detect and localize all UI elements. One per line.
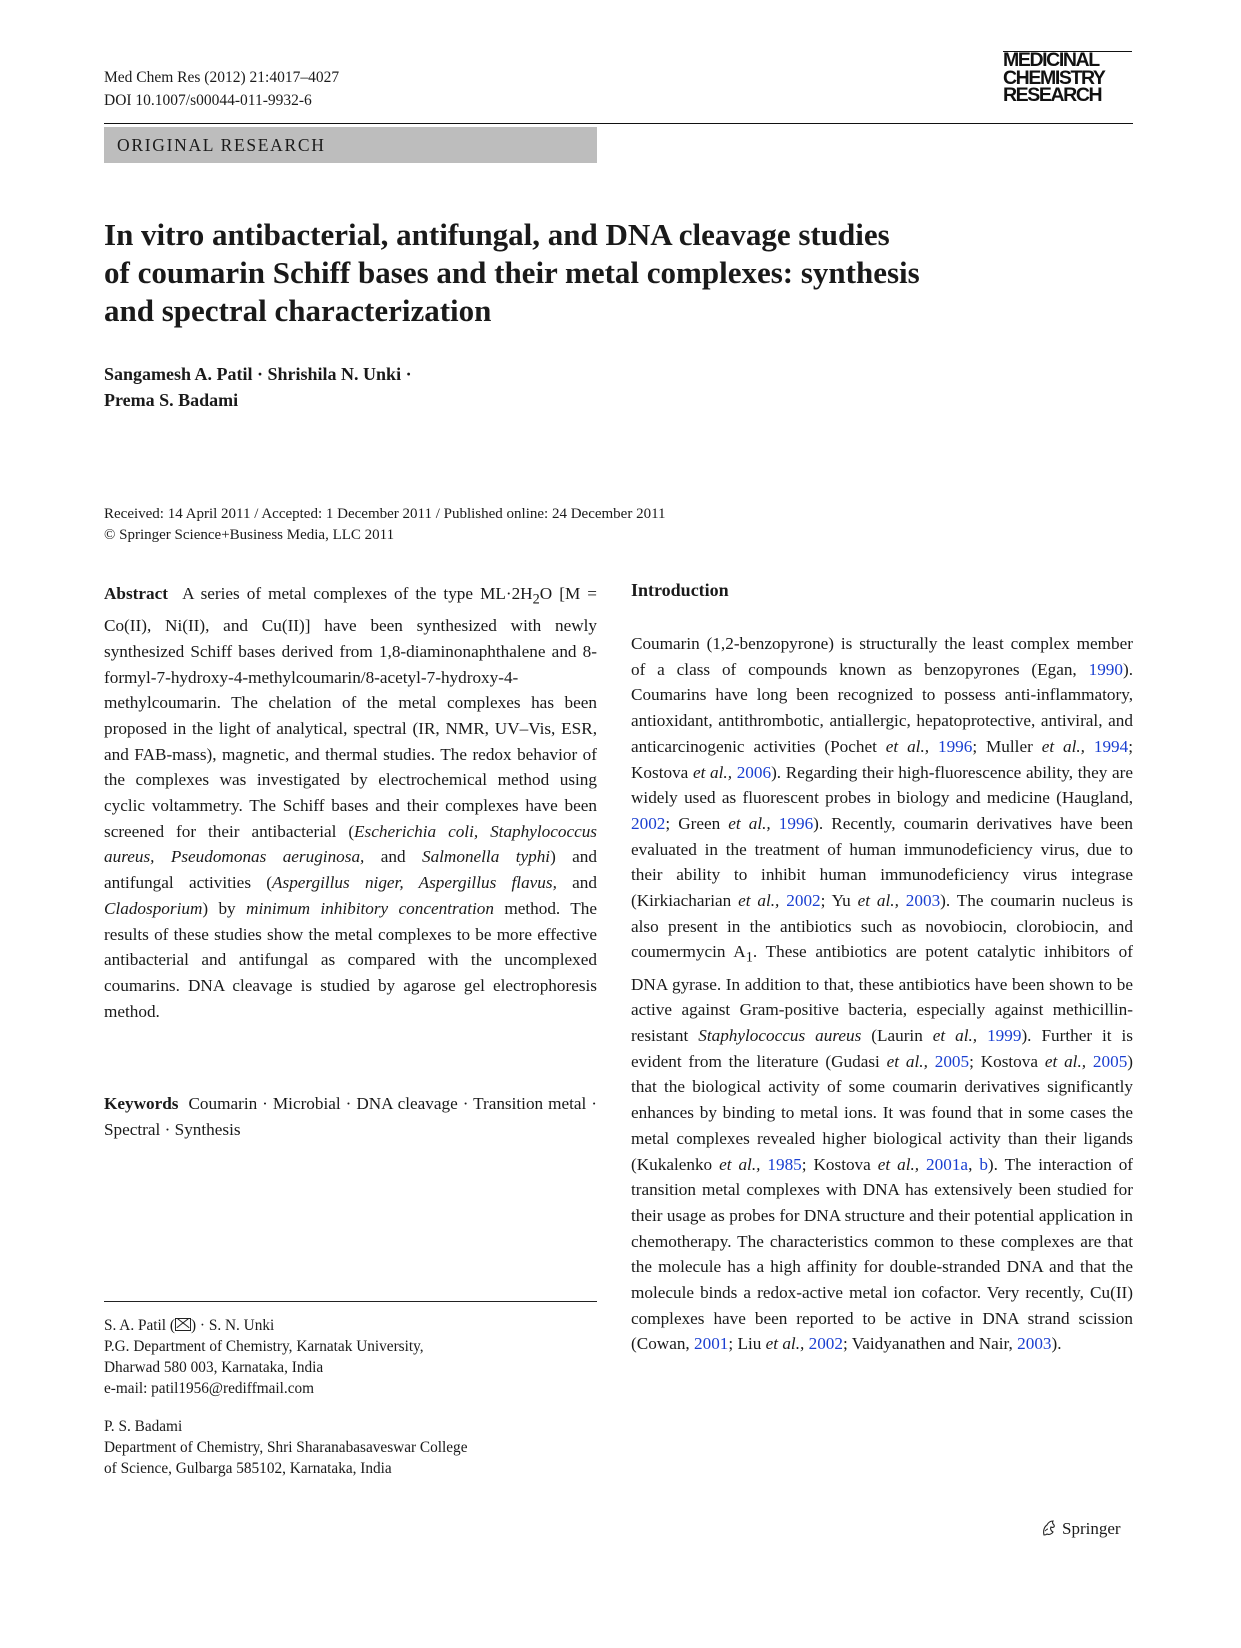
logo-line-1: MEDICINAL [1003,49,1099,71]
citation-link[interactable]: 2003 [905,891,941,911]
keywords-list: Coumarin · Microbial · DNA cleavage · Transition metal · Spectral · Synthesis [104,1094,598,1139]
article-title [104,216,1004,330]
introduction-heading: Introduction [631,580,729,600]
title-line-1: In vitro antibacterial, antifungal, and DNA cleavage studies [104,217,890,252]
citation-link[interactable]: 2006 [736,762,772,782]
title-line-2: of coumarin Schiff bases and their metal complexes: synthesis [104,255,920,290]
journal-reference [104,66,339,112]
keywords [104,1091,597,1142]
introduction-body: Coumarin (1,2-benzopyrone) is structurally the least complex member of a class of compounds known as benzopyrones (Egan, 1990). Coumarins have long been recognized to possess anti-inflammatory, antioxidant, antithrombotic, antiallergic, hepatoprotective, antiviral, and anticarcinogenic activities (Pochet et al., 1996; Muller et al., 1994; Kostova et al., 2006). Regarding their high-fluorescence ability, they are widely used as fluorescent probes in biology and medicine (Haugland, 2002; Green et al., 1996). Recently, coumarin derivatives have been evaluated in the treatment of human immunodeficiency virus, due to their ability to inhibit human immunodeficiency virus integrase (Kirkiacharian et al., 2002; Yu et al., 2003). The coumarin nucleus is also present in the antibiotics such as novobiocin, clorobiocin, and coumermycin $A_1$. These antibiotics are potent catalytic inhibitors of DNA gyrase. In addition to that, these antibiotics have been shown to be active against Gram-positive bacteria, especially against methicillin-resistant Staphylococcus aureus (Laurin et al., 1999). Further it is evident from the literature (Gudasi et al., 2005; Kostova et al., 2005) that the biological activity of some coumarin derivatives significantly enhances by binding to metal ions. It was found that in some cases the metal complexes revealed higher biological activity than their ligands (Kukalenko et al., 1985; Kostova et al., 2001a, b). The interaction of transition metal complexes with DNA has extensively been studied for their usage as probes for DNA structure and their potential application in chemotherapy. The characteristics common to these complexes are that the molecule has a high affinity for double-stranded DNA and that the molecule binds a redox-active metal ion cofactor. Very recently, Cu(II) complexes have been reported to be active in DNA strand scission (Cowan, 2001; Liu et al., 2002; Vaidyanathen and Nair, 2003). [631,634,1134,1354]
citation-link[interactable]: 2003 [1017,1334,1052,1354]
title-line-3: and spectral characterization [104,293,492,328]
doi: DOI 10.1007/s00044-011-9932-6 [104,92,312,109]
affiliation-1: S. A. Patil ( ) · S. N. Unki P.G. Department of Chemistry, Karnatak University, Dharwad 580 003, Karnataka, India e-mail: patil1956@rediffmail.com [104,1315,597,1399]
citation-link[interactable]: b [979,1154,988,1174]
springer-horse-icon [1040,1519,1058,1537]
citation-link[interactable]: 1990 [1088,659,1123,679]
history-dates: Received: 14 April 2011 / Accepted: 1 December 2011 / Published online: 24 December 2011 [104,506,666,522]
journal-citation: Med Chem Res (2012) 21:4017–4027 [104,69,340,86]
logo-line-3: RESEARCH [1003,84,1102,106]
envelope-icon [175,1318,191,1331]
section-label: ORIGINAL RESEARCH [104,127,597,163]
header-rule [104,123,1133,124]
citation-link[interactable]: 1996 [937,736,973,756]
citation-link[interactable]: 1994 [1093,736,1129,756]
authors-line-2: Prema S. Badami [104,389,239,410]
citation-link[interactable]: 2002 [631,813,666,833]
journal-logo [1003,49,1132,106]
logo-line-2: CHEMISTRY [1003,66,1105,89]
authors-line-1: Sangamesh A. Patil · Shrishila N. Unki · [104,364,412,384]
copyright: © Springer Science+Business Media, LLC 2011 [104,527,395,543]
publisher-name: Springer [1062,1519,1121,1538]
footnote-rule [104,1301,597,1302]
keywords-label: Keywords [104,1094,179,1113]
citation-link[interactable]: 1996 [778,813,814,833]
publisher-mark [1040,1518,1121,1540]
affiliation-2: P. S. Badami Department of Chemistry, Shri Sharanabasaveswar College of Science, Gulbarga 585102, Karnataka, India [104,1418,468,1477]
citation-link[interactable]: 2005 [1092,1051,1128,1071]
citation-link[interactable]: 1999 [987,1025,1022,1045]
citation-link[interactable]: 2002 [808,1334,843,1354]
citation-link[interactable]: 1985 [767,1154,802,1174]
abstract-label: Abstract [104,584,168,603]
citation-link[interactable]: 2001a [926,1154,969,1174]
author-list [104,362,704,413]
corresponding-authors: S. A. Patil ( ) · S. N. Unki [104,1317,275,1334]
citation-link[interactable]: 2001 [694,1334,729,1354]
email-link[interactable]: e-mail: patil1956@rediffmail.com [104,1380,315,1397]
publication-dates [104,504,1004,546]
citation-link[interactable]: 2005 [934,1051,970,1071]
abstract: Abstract A series of metal complexes of the type $ML\cdot 2H_2O$ [M = Co(II), Ni(II), and Cu(II)] have been synthesized with newly synthesized Schiff bases derived from 1,8-diaminonaphthalene and 8-formyl-7-hydroxy-4-methylcoumarin/8-acetyl-7-hydroxy-4-methylcoumarin. The chelation of the metal complexes has been proposed in the light of analytical, spectral (IR, NMR, UV–Vis, ESR, and FAB-mass), magnetic, and thermal studies. The redox behavior of the complexes was investigated by electrochemical method using cyclic voltammetry. The Schiff bases and their complexes have been screened for their antibacterial (Escherichia coli, Staphylococcus aureus, Pseudomonas aeruginosa, and Salmonella typhi) and antifungal activities (Aspergillus niger, Aspergillus flavus, and Cladosporium) by minimum inhibitory concentration method. The results of these studies show the metal complexes to be more effective antibacterial and antifungal as compared with the uncomplexed coumarins. DNA cleavage is studied by agarose gel electrophoresis method. [104,584,597,1021]
citation-link[interactable]: 2002 [786,891,821,911]
